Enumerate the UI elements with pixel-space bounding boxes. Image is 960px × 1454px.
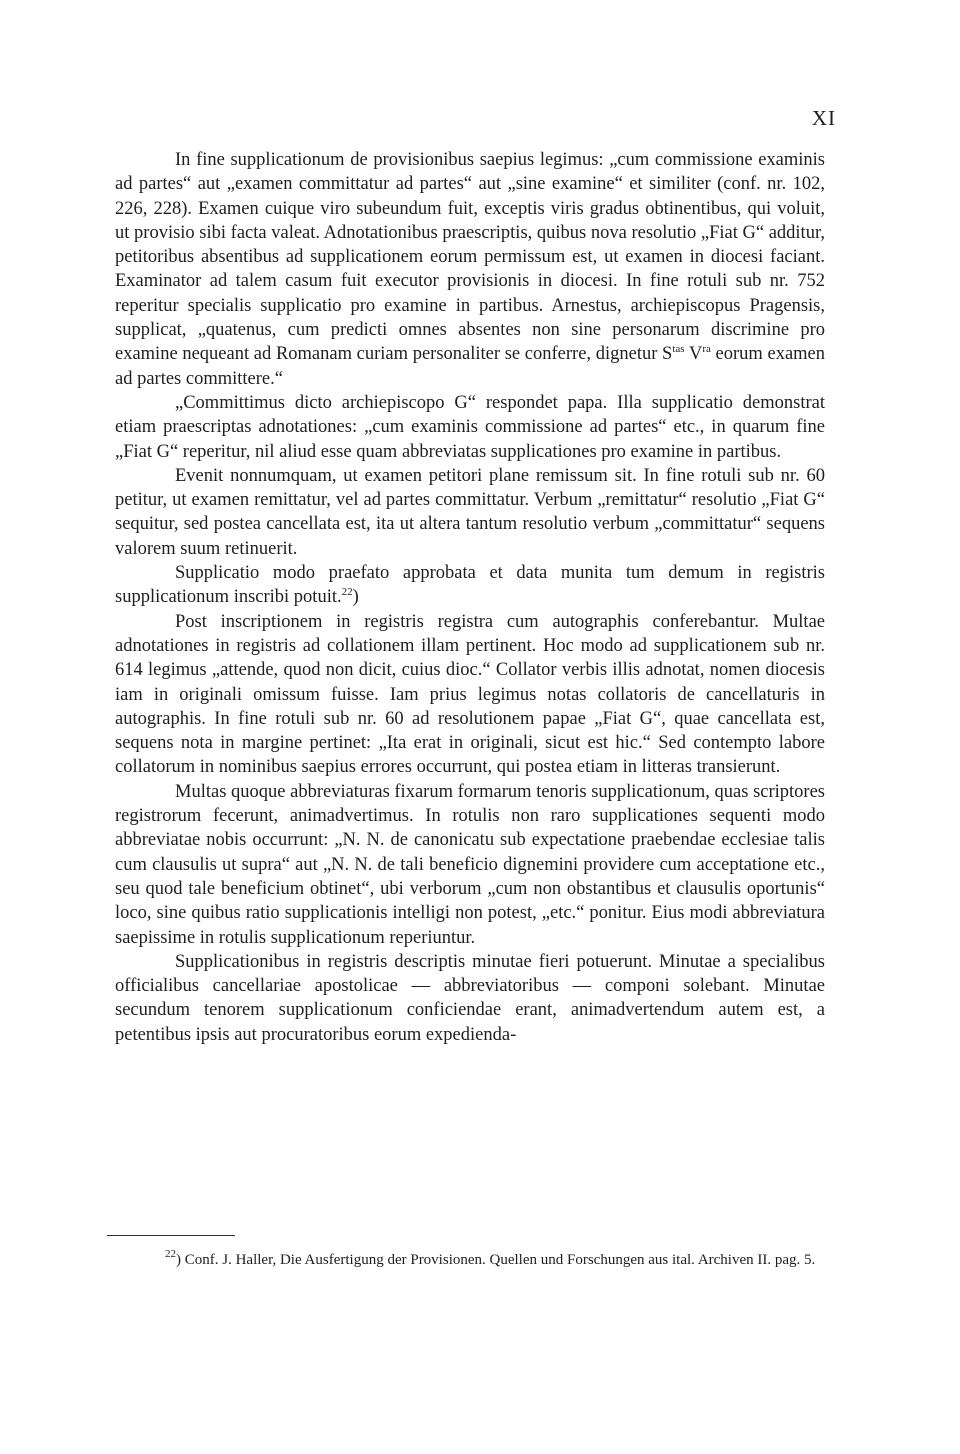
footnote [107, 1250, 821, 1270]
footnote-number: 22 [165, 1248, 176, 1260]
page-number: XI [811, 106, 836, 130]
paragraph-committimus: „Committimus dicto archiepiscopo G“ respondet papa. Illa supplicatio demonstrat etiam praescriptas adnotationes: „cum examinis commissione ad partes“ etc., in quarum fine „Fiat G“ reperitur, nil aliud esse quam abbreviatas supplicationes pro examine in partibus. [115, 392, 825, 462]
paragraph-text: Supplicatio modo praefato approbata et data munita tum demum in registris supplicationum inscribi potuit. [115, 563, 825, 608]
superscript-abbreviation: ra [702, 343, 711, 356]
paragraph-abbreviaturae: Multas quoque abbreviaturas fixarum formarum tenoris supplicationum, quas scriptores registrorum fecerunt, animadvertimus. In rotulis non raro supplicationes sequenti modo abbreviatae nobis occurrunt: „N. N. de canonicatu sub expectatione praebendae ecclesiae talis cum clausulis ut supra“ aut „N. N. de tali beneficio dignemini providere cum acceptatione etc., seu quod tale beneficium obtinet“, ubi verborum „cum non obstantibus et clausulis oportunis“ loco, sine quibus ratio supplicationis intelligi non potest, „etc.“ ponitur. Eius modi abbreviatura saepissime in rotulis supplicationum reperiuntur. [115, 781, 825, 948]
paragraph-text: eorum examen ad partes committere.“ [115, 344, 826, 389]
main-text [115, 148, 825, 1047]
paragraph-text: V [684, 344, 703, 365]
paragraph-evenit: Evenit nonnumquam, ut examen petitori plane remissum sit. In fine rotuli sub nr. 60 petitur, ut examen remittatur, vel ad partes committatur. Verbum „remittatur“ resolutio „Fiat G“ sequitur, sed postea cancellata est, ita ut altera tantum resolutio verbum „committatur“ sequens valorem suum retinuerit. [115, 465, 825, 559]
paragraph-supplicatio-registris [115, 561, 825, 610]
paragraph-text: In fine supplicationum de provisionibus saepius legimus: „cum commissione examinis ad partes“ aut „examen committatur ad partes“ aut „sine examine“ et similiter (conf. nr. 102, 226, 228). Examen cuique viro subeundum fuit, exceptis viris gradus obtinentibus, qui voluit, ut provisio sibi facta valeat. Adnotationibus praescriptis, quibus nova resolutio „Fiat G“ additur, petitoribus absentibus ad supplicationem eorum permissum est, ut examen in diocesi faciant. Examinator ad talem casum fuit executor provisionis in diocesi. In fine rotuli sub nr. 752 reperitur specialis supplicatio pro examine in partibus. Arnestus, archiepiscopus Pragensis, supplicat, „quatenus, cum predicti omnes absentes non sine personarum discrimine pro examine nequeant ad Romanam curiam personaliter se conferre, dignetur S [115, 150, 825, 365]
footnote-divider [107, 1235, 235, 1236]
paragraph-text: ) [352, 587, 359, 608]
footnote-text: ) Conf. J. Haller, Die Ausfertigung der Provisionen. Quellen und Forschungen aus ital. Archiven II. pag. 5. [176, 1252, 816, 1268]
paragraph-examen-ad-partes [115, 148, 825, 391]
superscript-abbreviation: tas [672, 343, 685, 356]
paragraph-collatio: Post inscriptionem in registris registra cum autographis conferebantur. Multae adnotationes in registris ad collationem illam pertinent. Hoc modo ad supplicationem sub nr. 614 legimus „attende, quod non dicit, cuius dioc.“ Collator verbis illis adnotat, nomen diocesis iam in originali omissum fuisse. Iam prius legimus notas collatoris de cancellaturis in autographis. In fine rotuli sub nr. 60 ad resolutionem papae „Fiat G“, quae cancellata est, sequens nota in margine pertinet: „Ita erat in originali, sicut est hic.“ Sed contempto labore collatorum in nominibus saepius errores occurrunt, qui postea etiam in litteras transierunt. [115, 611, 825, 778]
paragraph-minutae: Supplicationibus in registris descriptis minutae fieri potuerunt. Minutae a specialibus officialibus cancellariae apostolicae — abbreviatoribus — componi solebant. Minutae secundum tenorem supplicationum conficiendae erant, animadvertendum autem est, a petentibus ipsis aut procuratoribus eorum expedienda- [115, 951, 825, 1045]
footnote-reference: 22 [341, 586, 353, 599]
